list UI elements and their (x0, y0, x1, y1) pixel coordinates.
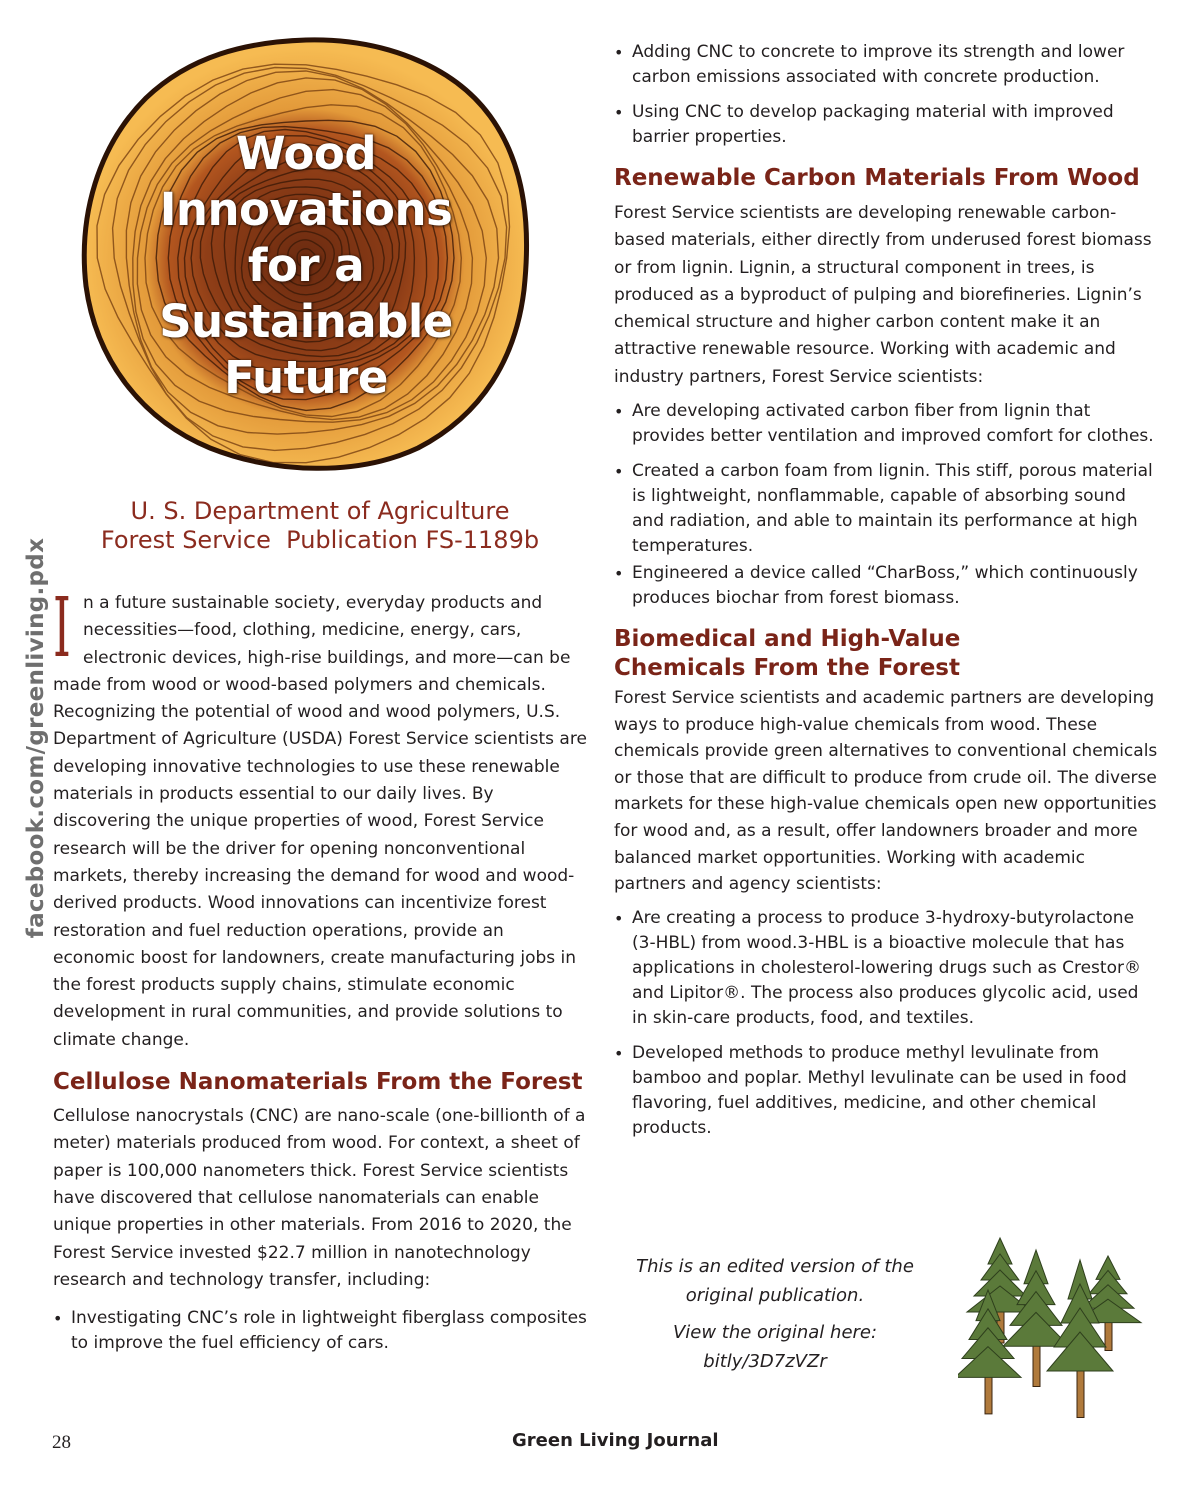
hero-title-line: Future (224, 351, 388, 404)
cellulose-bullet-list (53, 1306, 588, 1356)
list-item: • Are creating a process to produce 3-hydroxy-butyrolactone (3-HBL) from wood.3-HBL is a bioactive molecule that has applications in cholesterol-lowering drugs such as Crestor® and Lipitor®. The process also produces glycolic acid, used in skin-care products, food, and textiles. (614, 906, 1159, 1031)
tree-trunk (1105, 1319, 1112, 1351)
hero-title-line: Innovations (159, 183, 453, 236)
intro-paragraph (53, 581, 588, 1054)
hero-title-line: for a (247, 239, 365, 292)
biomedical-body: Forest Service scientists and academic partners are developing ways to produce high-value chemicals from wood. These chemicals provide green alternatives to conventional chemicals or those that are difficult to produce from crude oil. The diverse markets for these high-value chemicals open new opportunities for wood and, as a result, offer landowners broader and more balanced market opportunities. Working with academic partners and agency scientists: (614, 688, 1158, 895)
left-column (53, 581, 588, 1356)
note-line-1: This is an edited version of the (636, 1256, 914, 1277)
drop-cap: I (53, 581, 71, 676)
hero-title-line: Sustainable (159, 295, 453, 348)
intro-text: n a future sustainable society, everyday products and necessities—food, clothing, medicine, energy, cars, electronic devices, high-rise buildings, and more—can be made from wood or wood-based polymers and chemicals. Recognizing the potential of wood and wood polymers, U.S. Department of Agriculture (USDA) Forest Service scientists are developing innovative technologies to use these renewable materials in products essential to our daily lives. By discovering the unique properties of wood, Forest Service research will be the driver for opening nonconventional markets, thereby increasing the demand for wood and wood-derived products. Wood innovations can incentivize forest restoration and fuel reduction operations, provide an economic boost for landowners, create manufacturing jobs in the forest products supply chains, stimulate economic development in rural communities, and provide solutions to climate change. (53, 593, 587, 1050)
tree-trunk (1033, 1341, 1040, 1387)
list-item: • Developed methods to produce methyl levulinate from bamboo and poplar. Methyl levulinate can be used in food flavoring, fuel additives, medicine, and other chemical products. (614, 1041, 1159, 1141)
tree-trunk (985, 1373, 992, 1414)
publication-line-2: Forest Service Publication FS-1189b (100, 526, 540, 554)
hero-title (80, 126, 532, 406)
hero-title-line: Wood (235, 127, 377, 180)
note-line-3: View the original here: (672, 1322, 878, 1343)
tree-trunk (1077, 1365, 1084, 1418)
page-number: 28 (52, 1432, 71, 1453)
carbon-body: Forest Service scientists are developing renewable carbon-based materials, either directly from underused forest biomass or from lignin. Lignin, a structural component in trees, is produced as a byproduct of pulping and biorefineries. Lignin’s chemical structure and higher carbon content make it an attractive renewable resource. Working with academic and industry partners, Forest Service scientists: (614, 203, 1152, 387)
edited-version-note (630, 1252, 920, 1376)
publication-line-1: U. S. Department of Agriculture (130, 497, 510, 525)
journal-name: Green Living Journal (512, 1430, 719, 1451)
list-item: • Created a carbon foam from lignin. This stiff, porous material is lightweight, nonflammable, capable of absorbing sound and radiation, and able to maintain its performance at high temperatures. (614, 459, 1159, 559)
section-heading-cellulose: Cellulose Nanomaterials From the Forest (53, 1069, 583, 1096)
cellulose-body: Cellulose nanocrystals (CNC) are nano-scale (one-billionth of a meter) materials produced from wood. For context, a sheet of paper is 100,000 nanometers thick. Forest Service scientists have discovered that cellulose nanomaterials can enable unique properties in other materials. From 2016 to 2020, the Forest Service invested $22.7 million in nanotechnology research and technology transfer, including: (53, 1106, 586, 1290)
section-heading-biomedical: Biomedical and High-Value Chemicals From the Forest (614, 626, 961, 682)
note-line-2: original publication. (685, 1285, 865, 1306)
list-item: • Engineered a device called “CharBoss,” which continuously produces biochar from forest biomass. (614, 561, 1159, 611)
right-column (614, 40, 1159, 1141)
list-item: • Are developing activated carbon fiber from lignin that provides better ventilation and improved comfort for clothes. (614, 399, 1159, 449)
list-item: • Adding CNC to concrete to improve its strength and lower carbon emissions associated with concrete production. (614, 40, 1159, 90)
cellulose-bullet-list-continued (614, 40, 1159, 150)
pine-trees-icon (958, 1228, 1148, 1418)
biomedical-bullet-list (614, 906, 1159, 1141)
section-heading-carbon: Renewable Carbon Materials From Wood (614, 165, 1140, 191)
list-item: • Investigating CNC’s role in lightweight fiberglass composites to improve the fuel efficiency of cars. (53, 1306, 588, 1356)
carbon-bullet-list (614, 399, 1159, 611)
source-link[interactable]: bitly/3D7zVZr (703, 1351, 827, 1372)
publication-credit (60, 497, 580, 555)
list-item: • Using CNC to develop packaging material with improved barrier properties. (614, 100, 1159, 150)
social-handle-vertical: facebook.com/greenliving.pdx (23, 537, 49, 939)
